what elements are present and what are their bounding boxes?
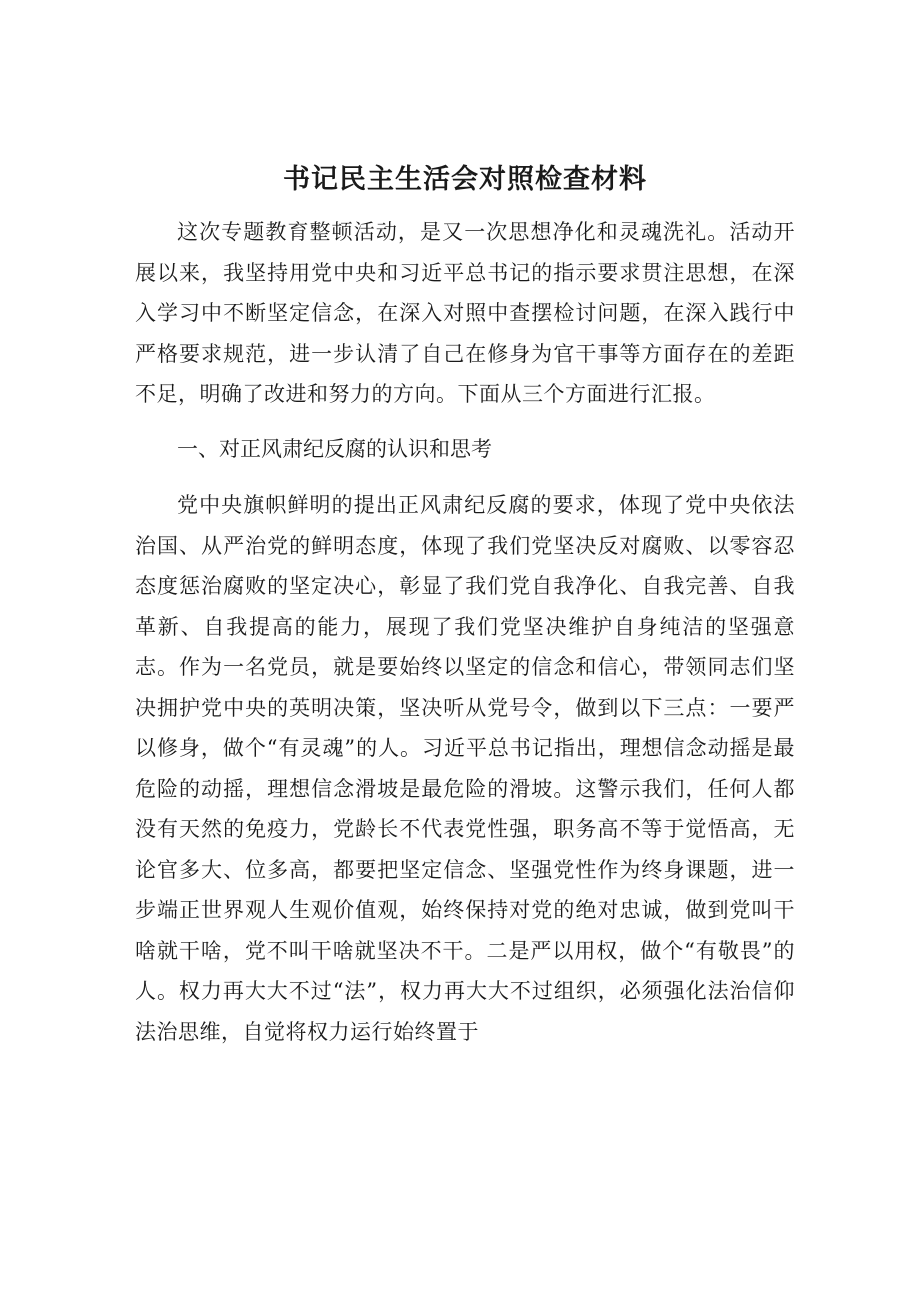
section-paragraph: 党中央旗帜鲜明的提出正风肃纪反腐的要求，体现了党中央依法治国、从严治党的鲜明态度，体现了我们党坚决反对腐败、以零容忍态度惩治腐败的坚定决心，彰显了我们党自我净化、自我完善、自我革新、自我提高的能力，展现了我们党坚决维护自身纯洁的坚强意志。作为一名党员，就是要始终以坚定的信念和信心，带领同志们坚决拥护党中央的英明决策，坚决听从党号令，做到以下三点：一要严以修身，做个“有灵魂”的人。习近平总书记指出，理想信念动摇是最危险的动摇，理想信念滑坡是最危险的滑坡。这警示我们，任何人都没有天然的免疫力，党龄长不代表党性强，职务高不等于觉悟高，无论官多大、位多高，都要把坚定信念、坚强党性作为终身课题，进一步端正世界观人生观价值观，始终保持对党的绝对忠诚，做到党叫干啥就干啥，党不叫干啥就坚决不干。二是严以用权，做个“有敬畏”的人。权力再大大不过“法”，权力再大大不过组织，必须强化法治信仰法治思维，自觉将权力运行始终置于 xyxy=(135,493,795,1044)
document-body xyxy=(135,160,795,1052)
intro-paragraph: 这次专题教育整顿活动，是又一次思想净化和灵魂洗礼。活动开展以来，我坚持用党中央和习近平总书记的指示要求贯注思想，在深入学习中不断坚定信念，在深入对照中查摆检讨问题，在深入践行中严格要求规范，进一步认清了自己在修身为官干事等方面存在的差距不足，明确了改进和努力的方向。下面从三个方面进行汇报。 xyxy=(135,220,795,406)
document-title: 书记民主生活会对照检查材料 xyxy=(283,164,647,195)
section-heading: 一、对正风肃纪反腐的认识和思考 xyxy=(177,436,492,461)
